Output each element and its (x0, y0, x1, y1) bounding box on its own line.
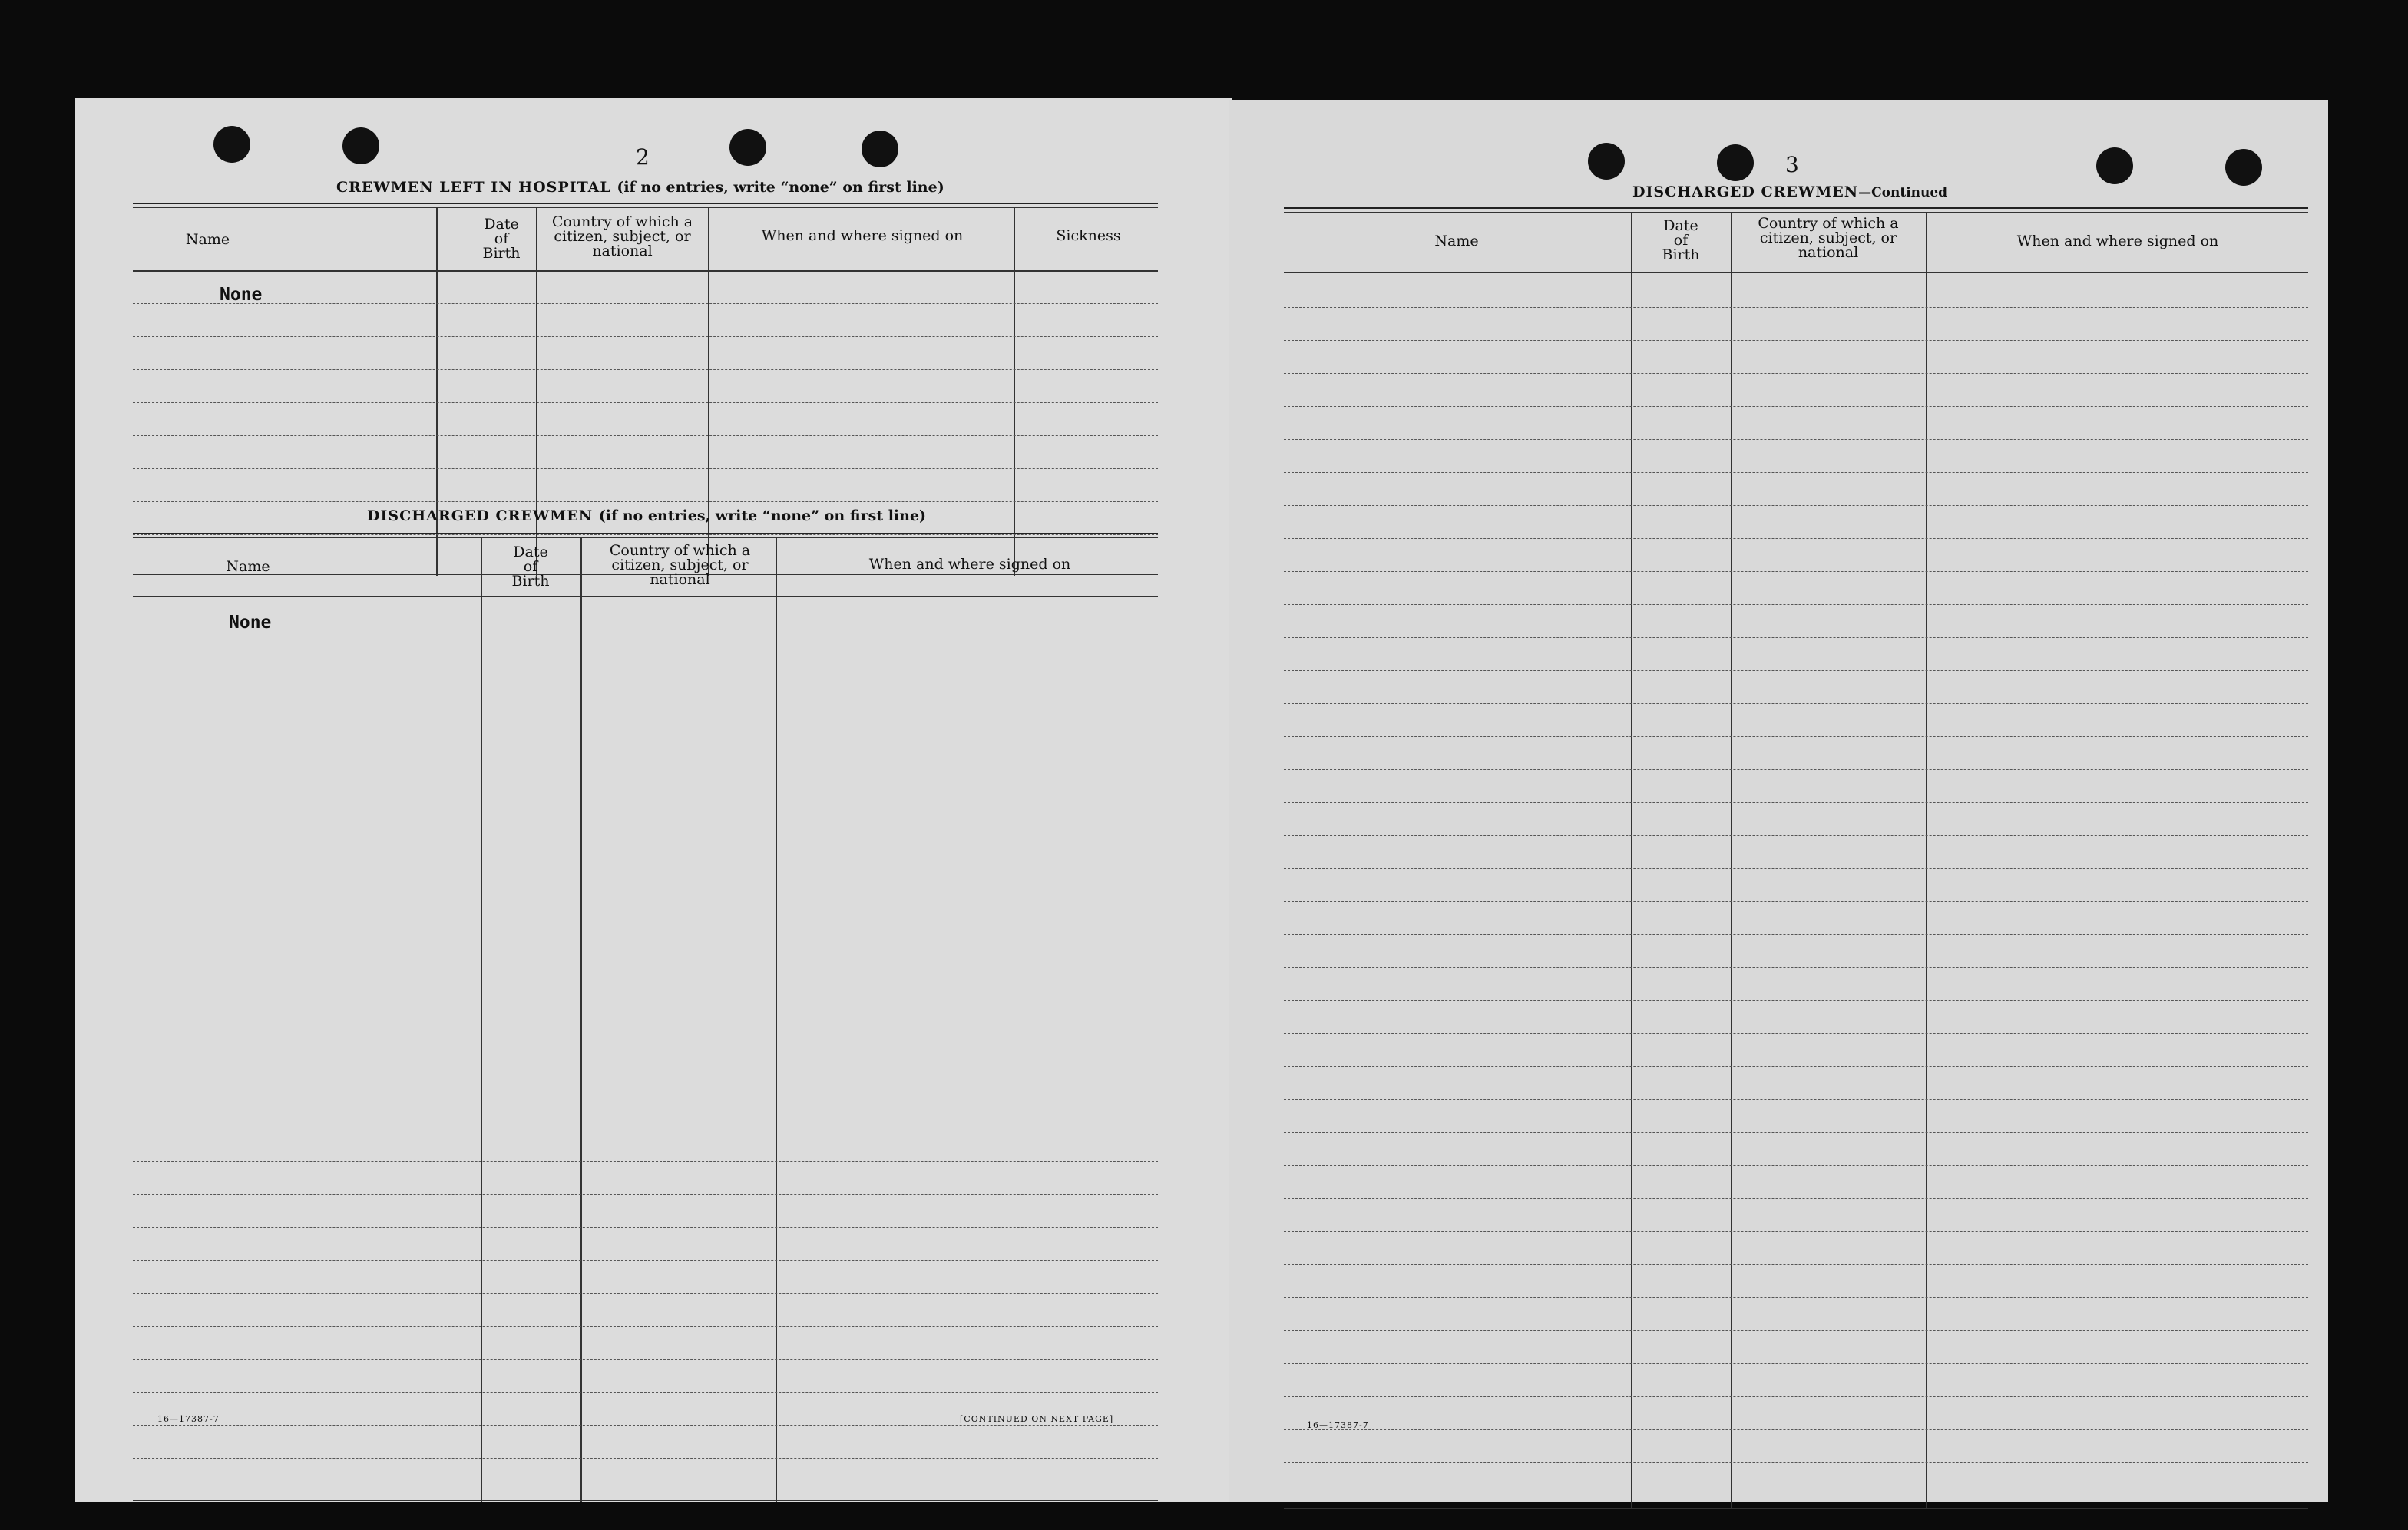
handwritten-entry: None (220, 285, 263, 305)
table-row (1284, 571, 2308, 572)
table-row (1284, 934, 2308, 935)
punch-hole (2096, 147, 2133, 184)
continued-section-title (1632, 183, 1947, 200)
column-header-text: Date of Birth (482, 216, 521, 262)
form-number: 16—17387-7 (157, 1414, 220, 1424)
column-header-name: Name (185, 231, 230, 248)
column-header-text: Country of which a citizen, subject, or national (1758, 215, 1899, 261)
table-row (1284, 1429, 2308, 1430)
header-bottom-rule (133, 596, 1158, 597)
table-row (1284, 901, 2308, 902)
left-page (75, 98, 1232, 1502)
table-row (1284, 736, 2308, 737)
continued-note: [CONTINUED ON NEXT PAGE] (960, 1414, 1114, 1424)
table-row (1284, 967, 2308, 968)
table-top-rule (133, 537, 1158, 538)
header-bottom-rule (133, 270, 1158, 272)
table-row (133, 1194, 1158, 1195)
right-page (1229, 100, 2328, 1502)
punch-hole (1717, 144, 1754, 181)
table-row (133, 435, 1158, 436)
column-divider (1014, 207, 1015, 576)
column-header-date-of-birth (1631, 219, 1731, 263)
table-row (133, 303, 1158, 304)
section-instruction: (if no entries, write “none” on first line) (598, 507, 927, 524)
table-row (133, 1326, 1158, 1327)
section-title-text: CREWMEN LEFT IN HOSPITAL (336, 179, 611, 196)
column-header-date-of-birth (481, 545, 580, 589)
table-row (1284, 868, 2308, 869)
punch-hole (213, 126, 250, 163)
table-row (1284, 637, 2308, 638)
table-row (133, 1359, 1158, 1360)
table-row (1284, 1396, 2308, 1397)
column-header-text: Country of which a citizen, subject, or national (551, 213, 693, 259)
column-header-country (536, 215, 709, 259)
table-row (1284, 604, 2308, 605)
table-top-rule (133, 203, 1158, 204)
column-header-signed-on: When and where signed on (868, 556, 1071, 573)
table-row (133, 501, 1158, 502)
column-header-sickness: Sickness (1056, 227, 1121, 244)
table-row (133, 1260, 1158, 1261)
table-row (1284, 1462, 2308, 1463)
section-title-text: DISCHARGED CREWMEN (1632, 183, 1859, 200)
table-row (133, 1161, 1158, 1162)
table-row (1284, 1297, 2308, 1298)
table-row (1284, 373, 2308, 374)
table-row (1284, 802, 2308, 803)
table-row (1284, 1132, 2308, 1133)
header-bottom-rule (1284, 272, 2308, 273)
punch-hole (729, 129, 766, 166)
table-row (133, 468, 1158, 469)
table-bottom-rule (1284, 1508, 2308, 1509)
table-row (1284, 472, 2308, 473)
column-header-signed-on: When and where signed on (2016, 233, 2219, 249)
column-header-country (1731, 216, 1926, 260)
handwritten-entry: None (229, 613, 272, 633)
table-row (1284, 340, 2308, 341)
table-row (133, 1227, 1158, 1228)
table-row (133, 1425, 1158, 1426)
column-header-name: Name (226, 558, 270, 575)
discharged-section-title (367, 507, 926, 524)
table-row (1284, 1330, 2308, 1331)
table-row (133, 336, 1158, 337)
table-row (1284, 835, 2308, 836)
table-row (133, 534, 1158, 535)
column-divider (580, 537, 582, 1502)
punch-hole (1588, 143, 1625, 180)
table-top-rule (1284, 212, 2308, 213)
table-row (1284, 505, 2308, 506)
table-row (1284, 1066, 2308, 1067)
table-row (133, 1458, 1158, 1459)
column-header-text: Date of Birth (1662, 217, 1700, 263)
table-row (1284, 1165, 2308, 1166)
table-row (1284, 1264, 2308, 1265)
table-top-rule (133, 533, 1158, 534)
table-row (1284, 307, 2308, 308)
table-row (1284, 1033, 2308, 1034)
section-instruction: (if no entries, write “none” on first line) (617, 179, 944, 196)
punch-hole (342, 127, 379, 164)
table-top-rule (1284, 207, 2308, 209)
table-row (1284, 703, 2308, 704)
table-row (1284, 1198, 2308, 1199)
table-row (1284, 769, 2308, 770)
table-row (1284, 1099, 2308, 1100)
punch-hole (2225, 149, 2262, 186)
form-number: 16—17387-7 (1307, 1420, 1369, 1430)
table-top-rule (133, 207, 1158, 208)
section-title-text: DISCHARGED CREWMEN (367, 507, 594, 524)
column-header-text: Date of Birth (511, 544, 550, 590)
page-number: 2 (636, 144, 650, 170)
hospital-section-title (336, 179, 944, 196)
page-number: 3 (1785, 152, 1799, 177)
punch-hole (862, 131, 898, 167)
column-divider (481, 537, 482, 1502)
column-header-text: Country of which a citizen, subject, or national (609, 542, 751, 588)
table-row (1284, 1231, 2308, 1232)
column-header-signed-on: When and where signed on (761, 227, 964, 244)
table-row (1284, 1363, 2308, 1364)
column-divider (776, 537, 777, 1502)
column-header-country (582, 544, 778, 587)
table-row (1284, 1000, 2308, 1001)
table-row (133, 402, 1158, 403)
table-row (133, 1293, 1158, 1294)
table-row (133, 1392, 1158, 1393)
table-row (1284, 406, 2308, 407)
table-row (1284, 670, 2308, 671)
table-bottom-rule (133, 1500, 1158, 1501)
column-header-name: Name (1434, 233, 1479, 249)
section-continued-label: —Continued (1858, 185, 1948, 200)
table-row (1284, 538, 2308, 539)
table-row (1284, 439, 2308, 440)
table-row (133, 369, 1158, 370)
